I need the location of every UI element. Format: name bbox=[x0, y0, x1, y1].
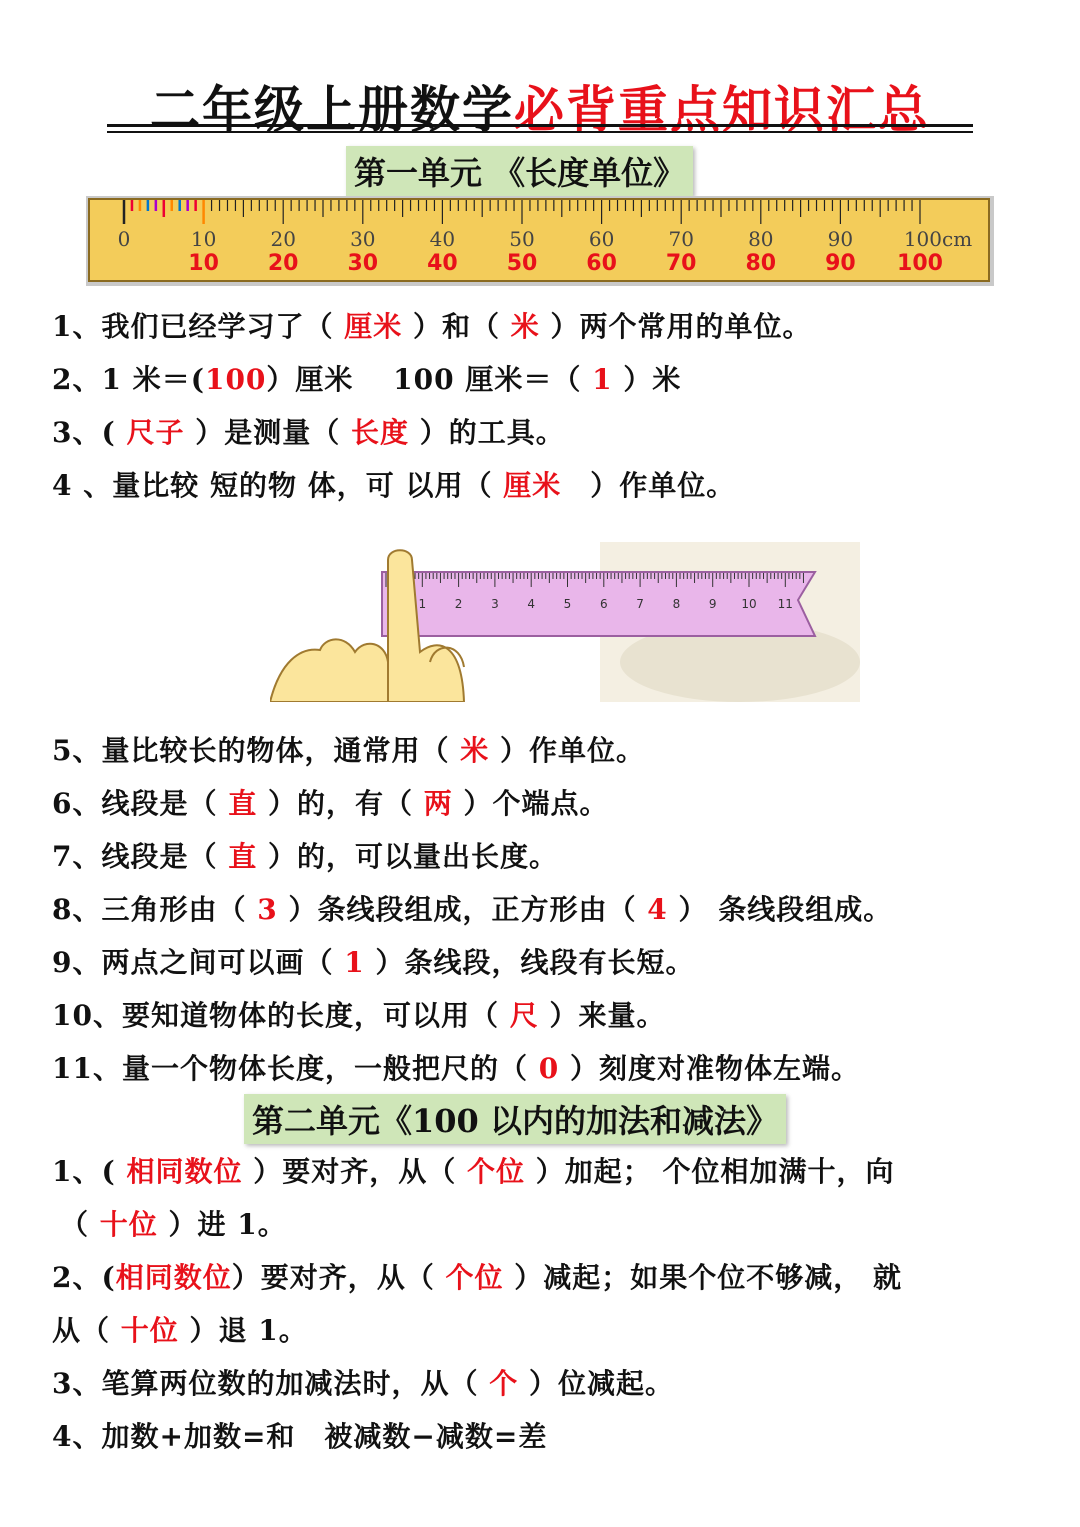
unit1-item-b-4: 8、三角形由（ 3 ）条线段组成，正方形由（ 4 ） 条线段组成。 bbox=[52, 893, 893, 926]
unit1-item-b-3: 7、线段是（ 直 ）的，可以量出长度。 bbox=[52, 840, 558, 873]
ruler-number: 50 bbox=[509, 227, 535, 251]
ruler-number-red: 40 bbox=[427, 251, 458, 276]
ruler2-number: 9 bbox=[708, 597, 717, 611]
unit1-item-4: 4 、量比较 短的物 体，可 以用（ 厘米 ）作单位。 bbox=[52, 469, 736, 502]
unit2-item-2-cont: 从（ 十位 ）退 1。 bbox=[52, 1314, 308, 1347]
ruler-number-red: 50 bbox=[506, 251, 538, 276]
ruler-number-red: 70 bbox=[665, 251, 697, 276]
ruler2-number: 2 bbox=[454, 597, 463, 611]
ruler-number: 100cm bbox=[903, 227, 973, 251]
unit1-item-b-5: 9、两点之间可以画（ 1 ）条线段，线段有长短。 bbox=[52, 946, 695, 979]
page-title: 二年级上册数学必背重点知识汇总 bbox=[150, 81, 930, 139]
unit1-item-b-1: 5、量比较长的物体，通常用（ 米 ）作单位。 bbox=[52, 734, 645, 767]
unit1-item-1: 1、我们已经学习了（ 厘米 ）和（ 米 ）两个常用的单位。 bbox=[52, 310, 812, 343]
ruler2-number: 1 bbox=[418, 597, 427, 611]
ruler-number-red: 60 bbox=[586, 251, 617, 276]
unit2-item-4: 4、加数+加数=和 被减数−减数=差 bbox=[52, 1420, 548, 1453]
unit1-item-b-2: 6、线段是（ 直 ）的，有（ 两 ）个端点。 bbox=[52, 787, 609, 820]
ruler-number: 30 bbox=[350, 227, 376, 251]
ruler-number: 80 bbox=[748, 227, 774, 251]
unit2-item-1: 1、( 相同数位 ）要对齐，从（ 个位 ）加起； 个位相加满十，向 bbox=[52, 1155, 895, 1188]
ruler-number: 60 bbox=[588, 227, 615, 251]
ruler-number-red: 90 bbox=[825, 251, 856, 276]
ruler-number: 40 bbox=[429, 227, 456, 251]
unit2-heading: 第二单元《100 以内的加法和减法》 bbox=[244, 1094, 786, 1144]
ruler2-number: 4 bbox=[527, 597, 536, 611]
ruler-number-red: 10 bbox=[188, 251, 219, 276]
ruler2-number: 6 bbox=[599, 597, 608, 611]
ruler2-number: 7 bbox=[636, 597, 644, 611]
ruler-number: 20 bbox=[270, 227, 296, 251]
unit1-heading: 第一单元 《长度单位》 bbox=[346, 146, 693, 196]
ruler-image bbox=[86, 196, 994, 286]
unit2-item-1-cont: （ 十位 ）进 1。 bbox=[60, 1208, 287, 1241]
ruler-number-red: 80 bbox=[745, 251, 777, 276]
ruler-number: 10 bbox=[190, 227, 217, 251]
finger-ruler-illustration bbox=[270, 542, 860, 702]
unit1-item-b-6: 10、要知道物体的长度，可以用（ 尺 ）来量。 bbox=[52, 999, 666, 1032]
title-rule-bottom bbox=[107, 131, 973, 133]
unit1-item-b-7: 11、量一个物体长度，一般把尺的（ 0 ）刻度对准物体左端。 bbox=[52, 1052, 860, 1085]
ruler-number: 70 bbox=[668, 227, 694, 251]
ruler-number-red: 30 bbox=[347, 251, 379, 276]
unit2-item-3: 3、笔算两位数的加减法时，从（ 个 ）位减起。 bbox=[52, 1367, 674, 1400]
ruler2-number: 11 bbox=[777, 597, 793, 611]
unit2-item-2: 2、(相同数位）要对齐，从（ 个位 ）减起；如果个位不够减， 就 bbox=[52, 1261, 903, 1294]
ruler-number: 0 bbox=[117, 227, 131, 251]
ruler-number: 90 bbox=[827, 227, 854, 251]
ruler2-number: 3 bbox=[491, 597, 499, 611]
ruler-number-red: 20 bbox=[267, 251, 299, 276]
unit1-item-2: 2、1 米＝(100）厘米 100 厘米＝（ 1 ）米 bbox=[52, 363, 682, 396]
ruler2-number: 5 bbox=[563, 597, 572, 611]
ruler2-number: 8 bbox=[672, 597, 681, 611]
ruler-number-red: 100 bbox=[897, 251, 943, 276]
unit1-item-3: 3、( 尺子 ）是测量（ 长度 ）的工具。 bbox=[52, 416, 565, 449]
ruler2-number: 10 bbox=[741, 597, 757, 611]
title-rule-top bbox=[107, 124, 973, 127]
